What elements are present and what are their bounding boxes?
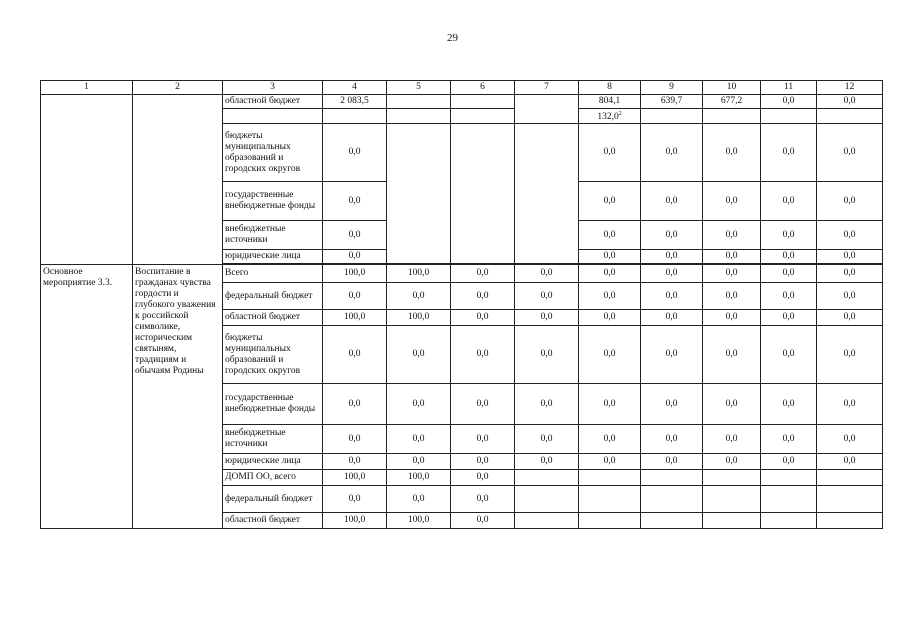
value-cell: 0,0	[761, 425, 817, 454]
value-cell	[515, 513, 579, 529]
value-cell: 0,0	[515, 425, 579, 454]
empty-cell	[451, 124, 515, 264]
empty-cell	[387, 95, 451, 109]
value-cell: 0,0	[323, 384, 387, 425]
value-cell: 0,0	[817, 265, 883, 283]
value-cell	[579, 486, 641, 513]
value-cell	[817, 470, 883, 486]
value-cell: 0,0	[515, 384, 579, 425]
value-cell: 0,0	[703, 454, 761, 470]
header-cell: 5	[387, 81, 451, 95]
value-cell: 0,0	[579, 425, 641, 454]
row-label: государственные внебюджетные фонды	[223, 384, 323, 425]
value-cell	[641, 486, 703, 513]
value-cell: 0,0	[703, 326, 761, 384]
value-cell: 0,0	[323, 250, 387, 264]
value-cell: 0,0	[761, 250, 817, 264]
value-cell	[761, 486, 817, 513]
value-cell: 100,0	[387, 470, 451, 486]
row-label: областной бюджет	[223, 310, 323, 326]
value-cell: 677,2	[703, 95, 761, 109]
value-cell: 0,0	[761, 310, 817, 326]
value-cell: 0,0	[703, 384, 761, 425]
value-cell: 0,0	[703, 283, 761, 310]
value-cell: 0,0	[451, 486, 515, 513]
header-cell: 11	[761, 81, 817, 95]
value-cell: 0,0	[761, 384, 817, 425]
row-label: внебюджетные источники	[223, 221, 323, 250]
empty-cell	[451, 95, 515, 109]
value-cell: 0,0	[641, 221, 703, 250]
value-cell: 100,0	[387, 513, 451, 529]
page-number: 29	[447, 32, 458, 44]
value-cell: 0,0	[579, 250, 641, 264]
value-cell: 0,0	[579, 310, 641, 326]
row-label: бюджеты муниципальных образований и городских округов	[223, 124, 323, 182]
empty-cell	[451, 109, 515, 124]
value-cell	[761, 470, 817, 486]
value-cell: 0,0	[703, 265, 761, 283]
header-cell: 2	[133, 81, 223, 95]
value-cell: 100,0	[323, 265, 387, 283]
table-row	[41, 265, 883, 283]
empty-cell	[515, 95, 579, 124]
value-cell: 0,0	[323, 182, 387, 221]
value-cell: 100,0	[323, 513, 387, 529]
header-row	[41, 81, 883, 95]
header-cell: 10	[703, 81, 761, 95]
empty-cell	[41, 95, 133, 265]
row-label: областной бюджет	[223, 513, 323, 529]
value-cell: 0,0	[323, 124, 387, 182]
value-cell: 0,0	[387, 283, 451, 310]
header-cell: 4	[323, 81, 387, 95]
value-cell: 0,0	[817, 326, 883, 384]
empty-cell	[515, 124, 579, 264]
value-cell: 0,0	[703, 182, 761, 221]
value-cell: 0,0	[323, 486, 387, 513]
value-cell: 0,0	[323, 326, 387, 384]
value-cell: 0,0	[761, 124, 817, 182]
value-cell: 0,0	[817, 310, 883, 326]
row-label: бюджеты муниципальных образований и городских округов	[223, 326, 323, 384]
value-cell: 0,0	[387, 384, 451, 425]
value-cell: 0,0	[817, 221, 883, 250]
value-cell	[515, 486, 579, 513]
value-cell: 0,0	[761, 454, 817, 470]
row-label: юридические лица	[223, 454, 323, 470]
value-cell: 0,0	[641, 326, 703, 384]
value-cell: 100,0	[387, 265, 451, 283]
empty-cell	[387, 124, 451, 264]
value-cell: 0,0	[579, 182, 641, 221]
value-cell: 0,0	[387, 454, 451, 470]
row-label: федеральный бюджет	[223, 486, 323, 513]
value-cell: 100,0	[387, 310, 451, 326]
value-cell: 0,0	[761, 221, 817, 250]
empty-cell	[817, 109, 883, 124]
value-cell: 0,0	[579, 283, 641, 310]
row-label: государственные внебюджетные фонды	[223, 182, 323, 221]
header-cell: 3	[223, 81, 323, 95]
value-cell: 0,0	[817, 250, 883, 264]
value-cell: 0,0	[515, 310, 579, 326]
value-cell: 0,0	[387, 425, 451, 454]
value-cell: 0,0	[451, 425, 515, 454]
value-cell: 0,0	[817, 384, 883, 425]
value-cell: 0,0	[579, 221, 641, 250]
value-cell	[761, 513, 817, 529]
header-cell: 6	[451, 81, 515, 95]
value-cell: 0,0	[641, 283, 703, 310]
value-cell	[817, 513, 883, 529]
value-cell: 0,0	[703, 221, 761, 250]
header-cell: 8	[579, 81, 641, 95]
value-cell: 0,0	[761, 326, 817, 384]
empty-cell	[223, 109, 323, 124]
row-label: юридические лица	[223, 250, 323, 264]
value-cell: 0,0	[761, 95, 817, 109]
value-cell: 0,0	[641, 124, 703, 182]
value-cell: 0,0	[817, 454, 883, 470]
value-cell: 0,0	[451, 470, 515, 486]
value-cell	[703, 513, 761, 529]
row-label: ДОМП ОО, всего	[223, 470, 323, 486]
value-cell: 0,0	[761, 182, 817, 221]
value-cell: 0,0	[579, 454, 641, 470]
value-cell	[641, 513, 703, 529]
value-cell: 0,0	[323, 221, 387, 250]
value-cell: 0,0	[641, 384, 703, 425]
header-cell: 9	[641, 81, 703, 95]
budget-table	[40, 80, 883, 529]
value-cell: 100,0	[323, 310, 387, 326]
activity-description: Воспитание в гражданах чувства гордости и глубокого уважения к российской символике, историческим святыням, традициям и обычаям Родины	[133, 265, 223, 529]
value-cell: 0,0	[579, 265, 641, 283]
value-cell: 0,0	[761, 265, 817, 283]
value-cell	[515, 470, 579, 486]
header-cell: 12	[817, 81, 883, 95]
empty-cell	[323, 109, 387, 124]
value-cell: 0,0	[387, 486, 451, 513]
value-cell: 0,0	[817, 182, 883, 221]
value-cell	[579, 109, 641, 124]
value-cell: 0,0	[703, 425, 761, 454]
empty-cell	[703, 109, 761, 124]
value-cell: 0,0	[515, 454, 579, 470]
value-cell: 0,0	[323, 425, 387, 454]
value-cell: 0,0	[817, 283, 883, 310]
value-cell: 0,0	[515, 265, 579, 283]
footnote-mark: 2	[618, 111, 622, 117]
value-cell: 0,0	[579, 384, 641, 425]
value-cell: 0,0	[817, 124, 883, 182]
value-cell: 0,0	[641, 310, 703, 326]
row-label: внебюджетные источники	[223, 425, 323, 454]
value-cell: 0,0	[451, 310, 515, 326]
value-cell	[641, 470, 703, 486]
value-cell	[703, 470, 761, 486]
table-row	[41, 95, 883, 109]
value-cell: 0,0	[641, 454, 703, 470]
value-cell: 0,0	[451, 384, 515, 425]
value-cell: 0,0	[761, 283, 817, 310]
value-cell: 0,0	[641, 265, 703, 283]
value-cell	[817, 486, 883, 513]
empty-cell	[133, 95, 223, 265]
value-cell: 0,0	[703, 124, 761, 182]
value-cell	[703, 486, 761, 513]
value-cell: 0,0	[641, 425, 703, 454]
value-cell: 0,0	[703, 250, 761, 264]
header-cell: 7	[515, 81, 579, 95]
empty-cell	[387, 109, 451, 124]
value-cell: 0,0	[451, 326, 515, 384]
row-label: областной бюджет	[223, 95, 323, 109]
value-cell: 804,1	[579, 95, 641, 109]
value-cell: 0,0	[451, 513, 515, 529]
value-cell: 0,0	[817, 425, 883, 454]
value-cell: 100,0	[323, 470, 387, 486]
value-cell: 0,0	[323, 283, 387, 310]
value-cell: 0,0	[515, 283, 579, 310]
value-cell: 0,0	[515, 326, 579, 384]
value-cell: 0,0	[451, 454, 515, 470]
value-cell: 0,0	[579, 124, 641, 182]
value-cell	[579, 513, 641, 529]
value-cell: 0,0	[817, 95, 883, 109]
row-label: федеральный бюджет	[223, 283, 323, 310]
value-cell: 0,0	[451, 283, 515, 310]
value-cell: 0,0	[579, 326, 641, 384]
value-cell: 2 083,5	[323, 95, 387, 109]
empty-cell	[761, 109, 817, 124]
empty-cell	[641, 109, 703, 124]
row-label: Всего	[223, 265, 323, 283]
value-cell: 0,0	[387, 326, 451, 384]
activity-name: Основное мероприятие 3.3.	[41, 265, 133, 529]
value-cell: 0,0	[641, 182, 703, 221]
value-cell: 0,0	[451, 265, 515, 283]
value-cell: 0,0	[703, 310, 761, 326]
header-cell: 1	[41, 81, 133, 95]
value-cell: 0,0	[323, 454, 387, 470]
value-text: 132,0	[597, 112, 619, 123]
value-cell: 0,0	[641, 250, 703, 264]
value-cell: 639,7	[641, 95, 703, 109]
value-cell	[579, 470, 641, 486]
